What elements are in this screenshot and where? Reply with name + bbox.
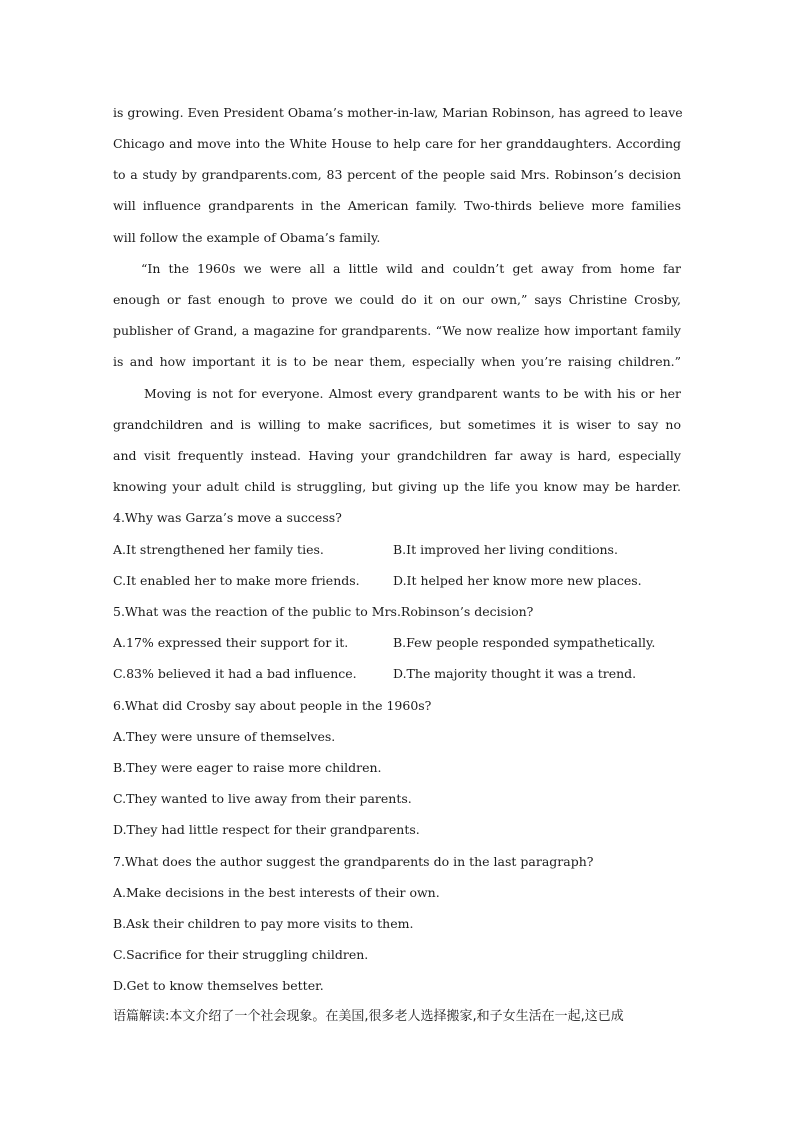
question-4-option-a: A.It strengthened her family ties.: [113, 542, 324, 557]
question-7-option-c: C.Sacrifice for their struggling children.: [113, 947, 369, 962]
passage-line: Chicago and move into the White House to help care for her granddaughters. According: [113, 136, 681, 151]
question-5-option-b: B.Few people responded sympathetically.: [393, 635, 656, 650]
question-7-option-b: B.Ask their children to pay more visits to them.: [113, 916, 414, 931]
passage-line: will influence grandparents in the American family. Two-thirds believe more families: [113, 198, 681, 213]
question-7-stem: 7.What does the author suggest the grandparents do in the last paragraph?: [113, 854, 594, 869]
passage-analysis: 语篇解读:本文介绍了一个社会现象。在美国,很多老人选择搬家,和子女生活在一起,这已成: [113, 1009, 624, 1024]
question-7-option-d: D.Get to know themselves better.: [113, 978, 324, 993]
passage-line: grandchildren and is willing to make sacrifices, but sometimes it is wiser to say no: [113, 417, 681, 432]
question-6-stem: 6.What did Crosby say about people in the 1960s?: [113, 698, 432, 713]
passage-line: is and how important it is to be near them, especially when you’re raising children.”: [113, 354, 681, 369]
passage-line: “In the 1960s we were all a little wild and couldn’t get away from home far: [141, 261, 681, 276]
question-5-stem: 5.What was the reaction of the public to Mrs.Robinson’s decision?: [113, 604, 534, 619]
question-6-option-b: B.They were eager to raise more children.: [113, 760, 382, 775]
question-4-option-c: C.It enabled her to make more friends.: [113, 573, 360, 588]
question-6-option-a: A.They were unsure of themselves.: [113, 729, 336, 744]
passage-line: will follow the example of Obama’s family.: [113, 230, 381, 245]
question-6-option-c: C.They wanted to live away from their parents.: [113, 791, 412, 806]
passage-line: enough or fast enough to prove we could do it on our own,” says Christine Crosby,: [113, 292, 681, 307]
question-5-option-c: C.83% believed it had a bad influence.: [113, 666, 357, 681]
question-5-option-d: D.The majority thought it was a trend.: [393, 666, 637, 681]
passage-line: Moving is not for everyone. Almost every grandparent wants to be with his or her: [144, 386, 681, 401]
question-5-option-a: A.17% expressed their support for it.: [113, 635, 349, 650]
passage-line: to a study by grandparents.com, 83 percent of the people said Mrs. Robinson’s decision: [113, 167, 681, 182]
question-4-stem: 4.Why was Garza’s move a success?: [113, 510, 342, 525]
passage-line: knowing your adult child is struggling, but giving up the life you know may be harder.: [113, 479, 681, 494]
passage-line: is growing. Even President Obama’s mother-in-law, Marian Robinson, has agreed to leave: [113, 105, 683, 120]
question-4-option-d: D.It helped her know more new places.: [393, 573, 642, 588]
passage-line: and visit frequently instead. Having your grandchildren far away is hard, especially: [113, 448, 681, 463]
passage-line: publisher of Grand, a magazine for grandparents. “We now realize how important family: [113, 323, 681, 338]
question-4-option-b: B.It improved her living conditions.: [393, 542, 618, 557]
question-6-option-d: D.They had little respect for their grandparents.: [113, 822, 420, 837]
question-7-option-a: A.Make decisions in the best interests of their own.: [113, 885, 440, 900]
